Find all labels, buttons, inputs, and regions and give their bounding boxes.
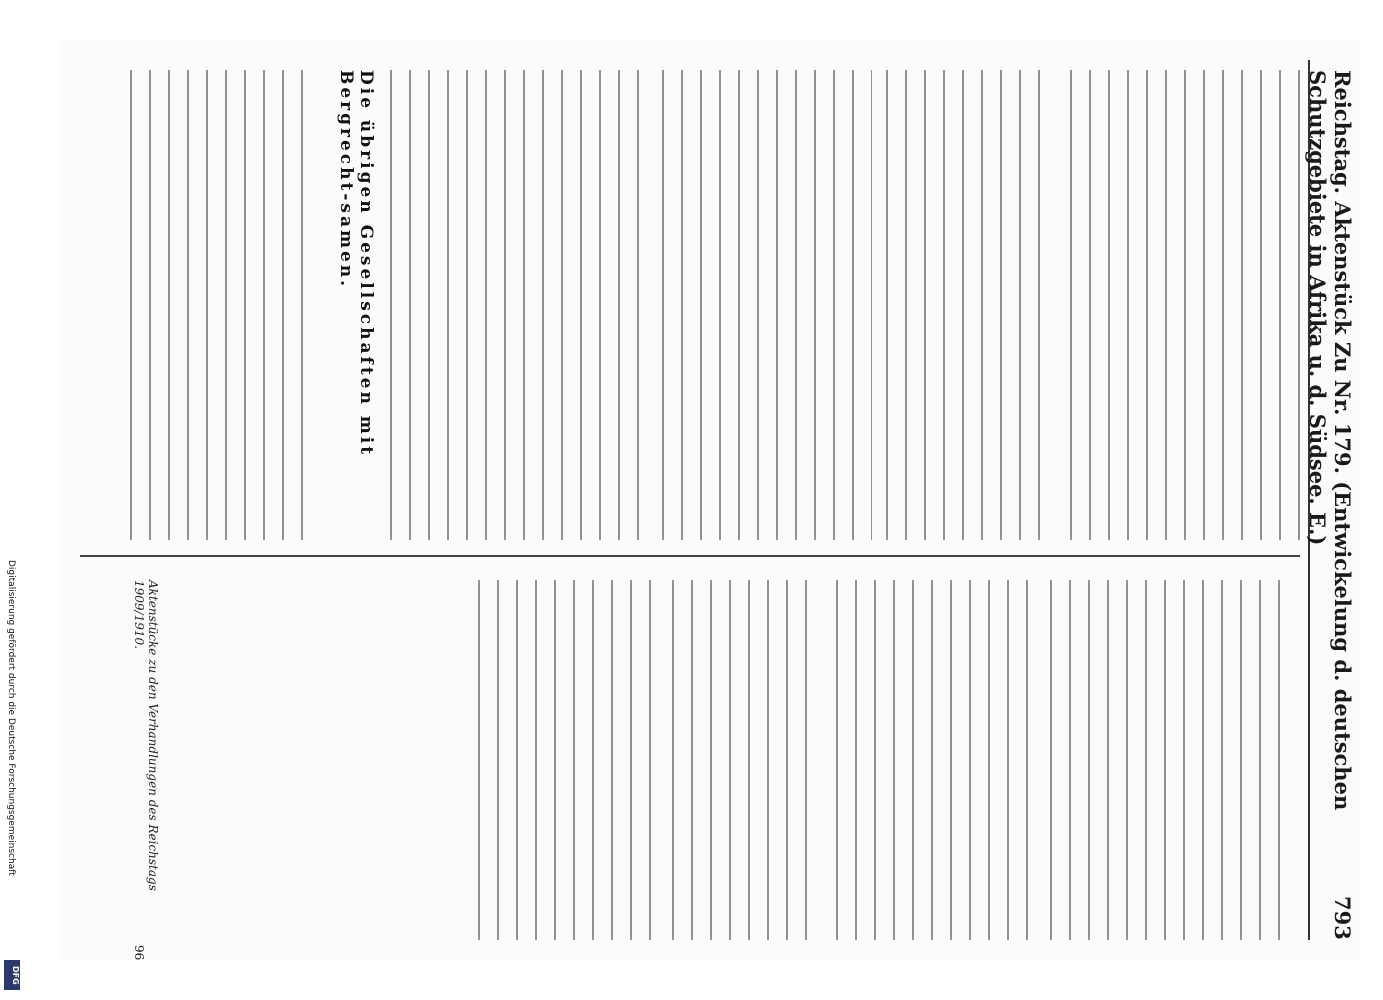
digitization-credit: Digitalisierung gefördert durch die Deutsche Forschungsgemeinschaft — [6, 560, 16, 876]
running-header-page-number: 793 — [1330, 896, 1355, 940]
column-upper-left — [80, 70, 640, 540]
illegible-text-block — [390, 70, 640, 540]
section-title: Die übrigen Gesellschaften mit Bergrecht-samen. — [336, 70, 376, 458]
illegible-text-block — [672, 580, 822, 940]
running-header — [1305, 70, 1355, 940]
bottom-page-number: 96 — [132, 945, 146, 961]
document-page — [60, 40, 1360, 960]
illegible-text-block — [1050, 580, 1280, 940]
page-footer: Aktenstücke zu den Verhandlungen des Reichstags 1909/1910. — [132, 580, 160, 891]
illegible-text-block — [662, 70, 872, 540]
illegible-text-block — [836, 580, 1036, 940]
column-upper-right — [660, 70, 1300, 540]
column-lower — [80, 580, 1280, 940]
dfg-logo: DFG — [4, 960, 20, 990]
illegible-text-block — [478, 580, 658, 940]
illegible-text-block — [1070, 70, 1300, 540]
running-header-title: Reichstag. Aktenstück Zu Nr. 179. (Entwickelung d. deutschen Schutzgebiete in Afrika u. d. Südsee. E.) — [1305, 70, 1355, 811]
illegible-text-block — [130, 70, 320, 540]
column-divider — [80, 555, 1300, 557]
illegible-text-block — [886, 70, 1056, 540]
